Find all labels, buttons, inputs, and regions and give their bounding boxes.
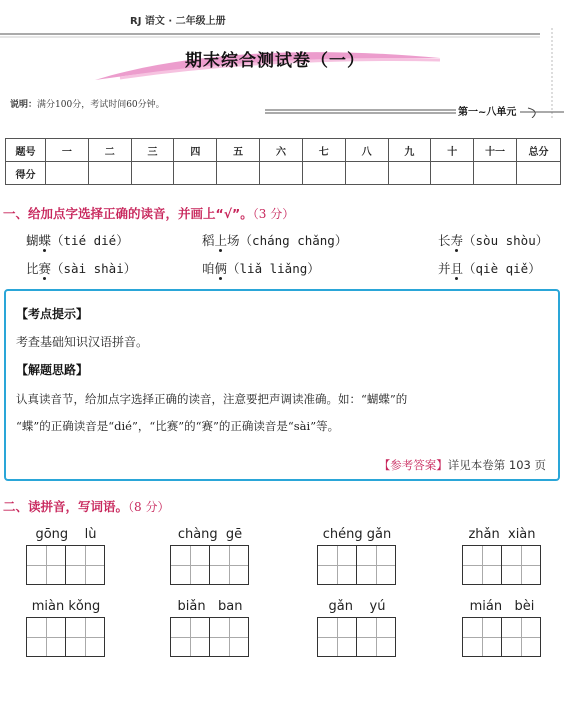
score-header-cell: 六 — [260, 139, 303, 162]
pinyin-options: （sài shài） — [51, 261, 137, 276]
score-cell[interactable] — [431, 162, 474, 185]
score-cell[interactable] — [388, 162, 431, 185]
score-cell[interactable] — [217, 162, 260, 185]
hint-text: 考查基础知识汉语拼音。 — [16, 335, 149, 349]
score-cell[interactable] — [131, 162, 174, 185]
note-text: 满分100分，考试时间60分钟。 — [37, 100, 165, 110]
pinyin-label: chéng gǎn — [322, 527, 392, 542]
dotted-char: 俩 — [214, 261, 228, 276]
section2-title-text: 二、读拼音，写词语。 — [3, 499, 129, 514]
score-cell[interactable] — [46, 162, 89, 185]
hint-box — [4, 289, 560, 481]
pinyin-choice-item[interactable] — [26, 259, 136, 277]
item-char: 场 — [227, 233, 240, 248]
pinyin-label: miàn kǒng — [31, 599, 101, 614]
score-cell[interactable] — [345, 162, 388, 185]
score-header-cell: 十一 — [474, 139, 517, 162]
pinyin-options: （tié dié） — [51, 233, 129, 248]
pinyin-options: （cháng chǎng） — [239, 233, 348, 248]
item-char: 并 — [438, 261, 451, 276]
reference-text: 详见本卷第 103 页 — [447, 458, 546, 472]
score-header-cell: 总分 — [517, 139, 561, 162]
unit-label: 第一~八单元 — [458, 107, 517, 118]
dotted-char: 上 — [214, 233, 228, 248]
item-char: 蝴 — [26, 233, 39, 248]
note-label: 说明： — [10, 100, 38, 110]
item-char: 长 — [438, 233, 451, 248]
score-header-cell: 十 — [431, 139, 474, 162]
score-header-cell: 一 — [46, 139, 89, 162]
score-header-cell: 九 — [388, 139, 431, 162]
pinyin-label: chàng gē — [177, 527, 243, 542]
score-header-cell: 五 — [217, 139, 260, 162]
exam-note — [10, 97, 165, 110]
item-char: 咱 — [202, 261, 215, 276]
section1-title-text: 一、给加点字选择正确的读音，并画上“√”。 — [3, 206, 253, 221]
score-header-cell: 八 — [345, 139, 388, 162]
pinyin-choice-item[interactable] — [26, 231, 129, 249]
pinyin-choice-item[interactable] — [438, 259, 541, 277]
hint-heading: 【考点提示】 — [16, 307, 89, 321]
pinyin-label: biǎn ban — [177, 599, 243, 614]
pinyin-options: （qiè qiě） — [463, 261, 541, 276]
item-char: 稻 — [202, 233, 215, 248]
score-header-cell: 三 — [131, 139, 174, 162]
pinyin-choice-item[interactable] — [202, 259, 320, 277]
score-cell[interactable] — [88, 162, 131, 185]
section1-title — [3, 204, 294, 222]
pinyin-label: mián bèi — [469, 599, 535, 614]
dotted-char: 赛 — [38, 261, 52, 276]
method-text-line1: 认真读音节，给加点字选择正确的读音，注意要把声调读准确。如：“蝴蝶”的 — [16, 392, 408, 406]
score-cell[interactable] — [302, 162, 345, 185]
dotted-char: 蝶 — [38, 233, 52, 248]
method-text-line2: “蝶”的正确读音是“dié”，“比赛”的“赛”的正确读音是“sài”等。 — [16, 419, 340, 433]
item-char: 比 — [26, 261, 39, 276]
score-cell[interactable] — [517, 162, 561, 185]
score-cell[interactable] — [260, 162, 303, 185]
score-cell[interactable] — [474, 162, 517, 185]
score-header-cell: 四 — [174, 139, 217, 162]
reference-label: 【参考答案】 — [378, 458, 448, 472]
score-row-label: 得分 — [6, 162, 46, 185]
section2-points: （8 分） — [128, 500, 170, 514]
section2-title — [3, 497, 169, 515]
section1-points: （3 分） — [252, 207, 295, 221]
pinyin-choice-item[interactable] — [438, 231, 548, 249]
dotted-char: 寿 — [450, 233, 464, 248]
header-top-rule — [0, 0, 564, 1]
page-title: 期末综合测试卷（一） — [185, 51, 365, 71]
method-heading: 【解题思路】 — [16, 363, 89, 377]
pinyin-label: gōng lù — [35, 527, 97, 542]
pinyin-label: zhǎn xiàn — [468, 527, 536, 542]
score-cell[interactable] — [174, 162, 217, 185]
pinyin-options: （sòu shòu） — [463, 233, 549, 248]
score-table-header-row — [6, 139, 561, 162]
pinyin-choice-item[interactable] — [202, 231, 347, 249]
dotted-char: 且 — [450, 261, 464, 276]
reference-answer — [379, 457, 546, 473]
score-header-cell: 二 — [88, 139, 131, 162]
score-header-cell: 七 — [302, 139, 345, 162]
score-table — [5, 138, 561, 185]
pinyin-options: （liǎ liǎng） — [227, 261, 320, 276]
score-table-score-row — [6, 162, 561, 185]
pinyin-label: gǎn yú — [328, 599, 386, 614]
score-header-cell: 题号 — [6, 139, 46, 162]
book-label: RJ 语文 · 二年级上册 — [130, 16, 226, 27]
